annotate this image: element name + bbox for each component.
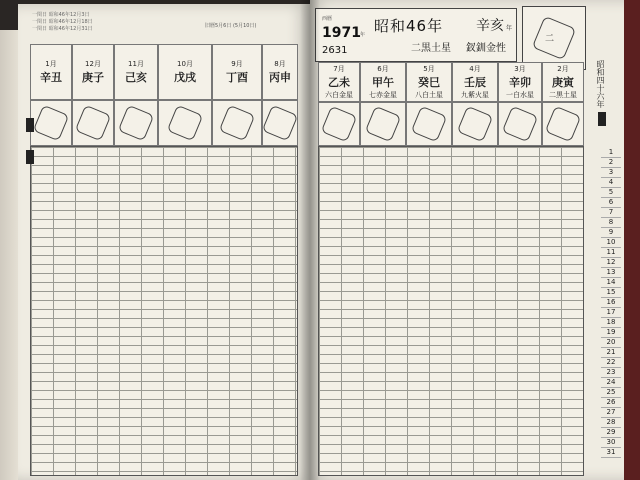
day-number: 27 bbox=[601, 408, 621, 418]
month-star: 八白土星 bbox=[415, 91, 443, 99]
octagon-icon bbox=[167, 105, 204, 142]
left-month-headers bbox=[30, 44, 298, 100]
note-line: 一閏日 昭和46年12月18日 bbox=[32, 19, 93, 25]
day-number: 16 bbox=[601, 298, 621, 308]
day-number: 13 bbox=[601, 268, 621, 278]
day-number: 6 bbox=[601, 198, 621, 208]
month-name: 8月 bbox=[274, 60, 286, 68]
left-bagua-row bbox=[30, 100, 298, 146]
bagua-cell bbox=[318, 102, 360, 146]
month-header bbox=[360, 62, 406, 102]
day-number: 29 bbox=[601, 428, 621, 438]
day-number: 9 bbox=[601, 228, 621, 238]
day-number: 25 bbox=[601, 388, 621, 398]
month-name: 1月 bbox=[45, 60, 57, 68]
octagon-icon bbox=[502, 106, 539, 143]
day-number: 4 bbox=[601, 178, 621, 188]
month-kanshi: 辛丑 bbox=[40, 71, 62, 84]
western-year: 1971 bbox=[322, 25, 361, 41]
octagon-icon bbox=[118, 105, 155, 142]
note-line: 一閏日 昭和46年12月3日 bbox=[32, 12, 90, 18]
month-header bbox=[30, 44, 72, 100]
nine-star: 二黒土星 bbox=[411, 43, 451, 54]
bagua-center: 二 bbox=[545, 34, 555, 44]
day-number: 12 bbox=[601, 258, 621, 268]
month-header bbox=[262, 44, 298, 100]
book-gutter bbox=[300, 0, 320, 480]
day-number: 7 bbox=[601, 208, 621, 218]
month-kanshi: 辛卯 bbox=[509, 76, 531, 89]
month-star: 九紫火星 bbox=[461, 91, 489, 99]
left-page-notes bbox=[32, 12, 93, 33]
octagon-icon bbox=[411, 106, 448, 143]
month-header bbox=[498, 62, 542, 102]
bagua-cell bbox=[212, 100, 262, 146]
page-tab-marker bbox=[598, 112, 606, 126]
day-number: 10 bbox=[601, 238, 621, 248]
bagua-cell bbox=[72, 100, 114, 146]
day-number: 17 bbox=[601, 308, 621, 318]
bagua-cell bbox=[542, 102, 584, 146]
month-kanshi: 戊戌 bbox=[174, 71, 196, 84]
side-year-label: 昭和四十六年 bbox=[596, 60, 605, 108]
month-kanshi: 庚子 bbox=[82, 71, 104, 84]
month-name: 10月 bbox=[177, 60, 193, 68]
nacchin: 釵釧金性 bbox=[466, 43, 506, 54]
book-cover-edge bbox=[624, 0, 640, 480]
month-name: 12月 bbox=[85, 60, 101, 68]
month-name: 9月 bbox=[231, 60, 243, 68]
right-month-headers bbox=[318, 62, 584, 102]
day-number: 1 bbox=[601, 148, 621, 158]
month-header bbox=[452, 62, 498, 102]
month-kanshi: 丙申 bbox=[269, 71, 291, 84]
month-header bbox=[158, 44, 212, 100]
month-header bbox=[542, 62, 584, 102]
bagua-cell bbox=[262, 100, 298, 146]
month-star: 二黒土星 bbox=[549, 91, 577, 99]
page-tab-marker bbox=[26, 118, 34, 132]
year-kanshi: 辛亥 bbox=[476, 18, 504, 34]
month-kanshi: 乙未 bbox=[328, 76, 350, 89]
octagon-icon bbox=[545, 106, 582, 143]
month-kanshi: 壬辰 bbox=[464, 76, 486, 89]
bagua-cell bbox=[114, 100, 158, 146]
month-kanshi: 甲午 bbox=[372, 76, 394, 89]
kanshi-nen-label: 年 bbox=[506, 25, 513, 32]
octagon-icon bbox=[33, 105, 70, 142]
month-kanshi: 庚寅 bbox=[552, 76, 574, 89]
day-number-column bbox=[601, 148, 621, 458]
octagon-icon bbox=[457, 106, 494, 143]
month-name: 2月 bbox=[557, 65, 569, 73]
note-line: 一閏日 昭和46年12月31日 bbox=[32, 26, 93, 32]
day-number: 8 bbox=[601, 218, 621, 228]
koki-year: 2631 bbox=[322, 45, 348, 56]
day-number: 23 bbox=[601, 368, 621, 378]
octagon-icon bbox=[321, 106, 358, 143]
day-number: 2 bbox=[601, 158, 621, 168]
month-star: 一白水星 bbox=[506, 91, 534, 99]
day-number: 3 bbox=[601, 168, 621, 178]
month-name: 4月 bbox=[469, 65, 481, 73]
octagon-icon bbox=[75, 105, 112, 142]
bagua-cell bbox=[452, 102, 498, 146]
nen-label: 年 bbox=[360, 32, 366, 38]
bagua-cell bbox=[360, 102, 406, 146]
month-header bbox=[212, 44, 262, 100]
month-name: 7月 bbox=[333, 65, 345, 73]
day-number: 20 bbox=[601, 338, 621, 348]
month-kanshi: 癸巳 bbox=[418, 76, 440, 89]
page-tab-marker bbox=[26, 150, 34, 164]
day-number: 31 bbox=[601, 448, 621, 458]
left-day-grid bbox=[30, 146, 298, 476]
day-number: 26 bbox=[601, 398, 621, 408]
left-page-ref: 旧暦5月6日 (5月10日) bbox=[205, 23, 257, 29]
day-number: 22 bbox=[601, 358, 621, 368]
month-star: 七赤金星 bbox=[369, 91, 397, 99]
month-star: 六白金星 bbox=[325, 91, 353, 99]
day-number: 30 bbox=[601, 438, 621, 448]
month-name: 11月 bbox=[128, 60, 144, 68]
right-day-grid bbox=[318, 146, 584, 476]
day-number: 14 bbox=[601, 278, 621, 288]
month-header bbox=[114, 44, 158, 100]
day-number: 19 bbox=[601, 328, 621, 338]
bagua-cell bbox=[158, 100, 212, 146]
month-name: 6月 bbox=[377, 65, 389, 73]
octagon-icon bbox=[365, 106, 402, 143]
day-number: 5 bbox=[601, 188, 621, 198]
bagua-cell bbox=[406, 102, 452, 146]
day-number: 24 bbox=[601, 378, 621, 388]
month-kanshi: 丁酉 bbox=[226, 71, 248, 84]
right-bagua-row bbox=[318, 102, 584, 146]
day-number: 11 bbox=[601, 248, 621, 258]
day-number: 28 bbox=[601, 418, 621, 428]
month-header bbox=[318, 62, 360, 102]
octagon-icon bbox=[262, 105, 299, 142]
octagon-icon bbox=[219, 105, 256, 142]
year-bagua bbox=[522, 6, 586, 70]
seireki-label: 西暦 bbox=[322, 16, 333, 22]
era-year: 昭和46年 bbox=[374, 17, 444, 35]
day-number: 18 bbox=[601, 318, 621, 328]
bagua-cell bbox=[498, 102, 542, 146]
month-name: 5月 bbox=[423, 65, 435, 73]
month-header bbox=[72, 44, 114, 100]
month-header bbox=[406, 62, 452, 102]
month-kanshi: 己亥 bbox=[125, 71, 147, 84]
year-title-box bbox=[315, 8, 517, 62]
bagua-cell bbox=[30, 100, 72, 146]
day-number: 15 bbox=[601, 288, 621, 298]
month-name: 3月 bbox=[514, 65, 526, 73]
day-number: 21 bbox=[601, 348, 621, 358]
